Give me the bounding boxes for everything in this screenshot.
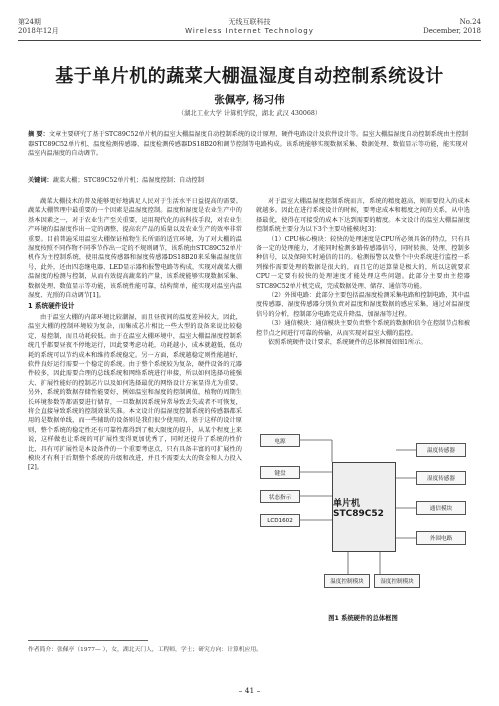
keyboard-block: 键盘 [260,466,300,479]
figure-caption: 图1 系统硬件的总体框图 [328,615,398,622]
ext-circuit-block: 外围电路 [416,531,466,545]
journal-en: Wireless Internet Technology [185,27,314,35]
comm-module-block: 通信模块 [416,501,466,515]
section-heading: 1 系统硬件设计 [28,302,75,311]
temp-ctrl-block: 温度控制模块 [324,574,370,588]
abstract-label: 摘 要： [28,131,49,138]
humidity-sensor-block: 湿度传感器 [416,471,466,485]
temp-sensor-block: 温度传感器 [416,443,466,457]
humidity-ctrl-block: 湿度控制模块 [374,574,420,588]
abstract [28,130,468,159]
keywords-label: 关键词： [28,177,53,184]
comm-paragraph: （3）通信模块：通信模块主要负责整个系统的数据和信令在控制节点和被控节点之间进行可靠的传输，从而实现对温室大棚的监控。 [256,320,470,337]
issue-en: No.24 [459,18,481,26]
status-led-block: 状态指示 [260,490,300,503]
hardware-paragraph: 由于温室大棚的内部环境比较潮湿，而且昼夜间的温度差异较大，因此，温室大棚的控制环境较为复杂，而集成芯片相比一些大型的设备来说比较稳定，易控制，而且功耗较低。由于在温室大棚环境中，温室大棚温湿度控制系统几乎都要昼夜不停地运行，因此要考虑功耗，功耗越小，成本就越低，低功耗的系统可以节约成本和维持系统稳定。另一方面，系统越稳定则性能越好，软件良好运行需要一个稳定的系统。由于整个系统较为复杂，硬件设备的元器件较多，因此需要合理的总线系统和网络系统进行串接，所以如何选择功能强大、扩展性能好的控制芯片以及如何选择最优的网络设计方案显得尤为重要。另外，系统的数据存储性能要好，例如温室和湿度的控制阈值，植物的周期生长环境参数等都需要进行储存，一旦数据因系统异常导致丢失或者不可恢复，将会直接导致系统的控制效果失准。本文设计的温湿度控制系统的传感器都采用的是数据单线，而一些辅助的设备则是我们很少使用的，基于这样的设计原则，整个系统的稳定性还有可靠性都得到了极大限度的提升，从某个程度上来说，这样做也让系统的可扩展性变得更加优秀了，同时还提升了系统的性价比，具有可扩展性是本设备件的一个重要考虑点，只有具备丰富的可扩展性的模块才有利于后期整个系统的升级和改进，并且不需要太大的资金和人力投入[2]。 [28,313,242,472]
keywords [28,176,468,185]
peripheral-paragraph: （2）外围电路：此部分主要包括温湿度检测采集电路和控制电路，其中温度传感器、湿度传感器分别负责对温度和湿度数据的感应采集，通过对温湿度信号的分析，控制部分电路完成升降温、加湿湿等过程。 [256,292,470,318]
power-block: 电源 [260,434,300,447]
page-number: – 41 – [238,686,261,695]
affiliation: （湖北工业大学 计算机学院，湖北 武汉 430068） [177,110,322,117]
paper-title: 基于单片机的蔬菜大棚温湿度自动控制系统设计 [55,66,444,87]
authors: 张佩亭, 杨习伟 [214,94,285,106]
issue-cn: 第24期 [18,18,41,26]
right-column [256,197,470,348]
author-footnote: 作者简介：张佩亭（1977— ），女，湖北天门人，工程师，学士；研究方向：计算机应用。 [28,647,262,653]
date-cn: 2018年12月 [18,27,59,35]
header-date-en [423,18,481,36]
mcu-block: 单片机STC89C52 [332,462,396,552]
figure-ref-paragraph: 依照系统硬件设计要求，系统硬件的总体框图如图1所示。 [268,339,427,347]
date-en: December, 2018 [423,27,481,35]
cost-paragraph: 对于温室大棚温湿度控制系统而言，系统的精度越高，则需要投入的成本就越多。因此在进行系统设计的时候，要考虑成本和精度之间的关系，从中选择最优，使得在可接受的成本下达到需要的精度。本文设计的温室大棚温湿度控制系统主要分为以下3个主要功能模块[3]： [256,198,470,234]
header-rule [18,40,481,41]
abstract-text: 文章主要研究了基于STC89C52单片机的温室大棚温湿度自动控制系统的设计原理、硬件电路设计及软件设计等。温室大棚温湿度自动控制系统由主控制器STC89C52单片机、温度检测传感器、温度检测传感器DS18B20和调节控制等电路构成。该系统能够实现数据采集、数据处理、数值显示等功能，能实现对温室内温湿度的自动调节。 [28,131,468,158]
cpu-paragraph: （1）CPU核心模块：较快的处理速度是CPU所必须具备的特点，只有具备一定的处理能力，才能同时检测多路传感器信号，同时转换、处理、控制多种信号，以及保障实时通信的目的。检测报警以及整个中央系统进行监控一系列操作需要处理的数据是很大的，而且它的运算量是极大的，所以这就要求CPU一定要有较快的处理速度才能处理这些问题。此部分主要由主控器STC89C52单片机完成，完成数据处理、储存、通信等功能。 [256,235,470,290]
journal-cn: 无线互联科技 [228,18,271,26]
intro-paragraph: 蔬菜大棚技术的普及能够更好地满足人民对于生活水平日益提高的需要。蔬菜大棚管理中最重要的一个因素是温湿度控制。温度和湿度是农业生产中的基本因素之一，对于农业生产至关重要，运用现代化的高科技手段，对农业生产环境的温湿度作出一定的调整，提高农产品的质量以及农业生产的效率非常重要。目前普遍采用温室大棚保证植物生长所需的适宜环境，为了对大棚的温湿度按照不同作物不同季节作出一定的不规则调节，该系统由STC89C52单片机作为主控制系统，使用温度传感器和湿度传感器DS18B20来采集温湿度信号，此外，还由四态继电器、LED显示器和报警电路等构成，实现对蔬菜大棚温湿度的检测与控制，从而有效提高蔬菜的产量，该系统能够实现数据采集、数据处理、数值显示等功能，该系统性能可靠，结构简单，能实现对温室内温湿度、光照的自动调节[1]。 [28,198,242,300]
left-column [28,197,242,473]
footnote-rule [28,640,148,641]
hardware-block-diagram [256,432,470,610]
lcd-block: LCD1602 [260,514,300,527]
keywords-text: 蔬菜大棚；STC89C52单片机；温湿度控制；自动控制 [52,177,204,184]
